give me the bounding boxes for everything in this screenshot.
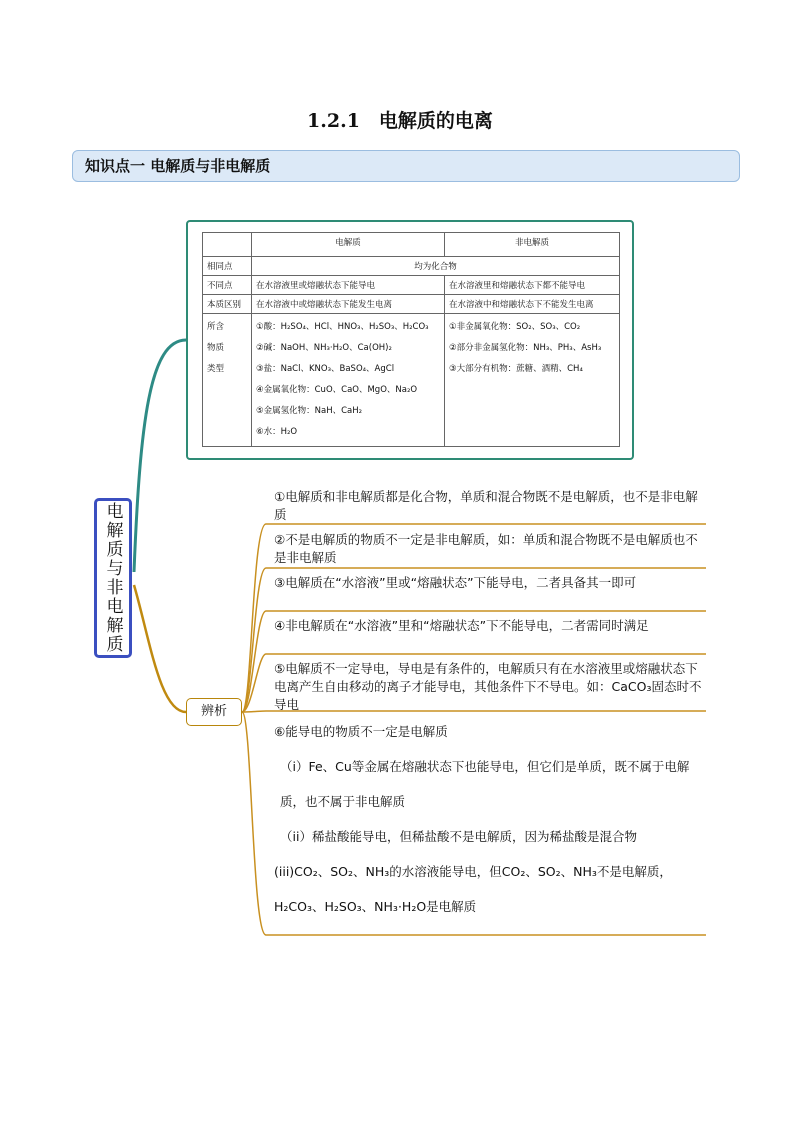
analysis-item-5: ⑤电解质不一定导电，导电是有条件的，电解质只有在水溶液里或熔融状态下电离产生自由移动的离子才能导电，其他条件下不导电。如：CaCO₃固态时不导电 <box>274 661 702 712</box>
item6-sub-ii: （ii）稀盐酸能导电，但稀盐酸不是电解质，因为稀盐酸是混合物 <box>280 829 637 844</box>
item6-head: ⑥能导电的物质不一定是电解质 <box>274 724 448 739</box>
list-item: ②碱：NaOH、NH₃·H₂O、Ca(OH)₂ <box>256 343 392 353</box>
page-title: 1.2.1 电解质的电离 <box>307 110 493 132</box>
table-header-row <box>203 233 620 257</box>
analysis-item-4: ④非电解质在“水溶液”里和“熔融状态”下不能导电，二者需同时满足 <box>274 618 649 633</box>
table-row <box>203 276 620 295</box>
cell-essence-non: 在水溶液中和熔融状态下不能发生电离 <box>445 295 620 314</box>
cell-same-value: 均为化合物 <box>252 257 620 276</box>
analysis-item-6 <box>274 714 702 924</box>
analysis-item-2: ②不是电解质的物质不一定是非电解质，如：单质和混合物既不是电解质也不是非电解质 <box>274 532 698 565</box>
types-label-line: 物质 <box>207 343 225 353</box>
row-label-diff: 不同点 <box>203 276 252 295</box>
list-item: ②部分非金属氢化物：NH₃、PH₃、AsH₃ <box>449 343 602 353</box>
bianxi-node: 辨析 <box>186 698 242 726</box>
table-row <box>203 295 620 314</box>
cell-essence-electrolyte: 在水溶液中或熔融状态下能发生电离 <box>252 295 445 314</box>
list-item: ⑤金属氢化物：NaH、CaH₂ <box>256 406 363 416</box>
table-row <box>203 257 620 276</box>
item6-sub-i: （i）Fe、Cu等金属在熔融状态下也能导电，但它们是单质，既不属于电解质，也不属于非电解质 <box>280 759 690 809</box>
mindmap-root-node <box>94 498 132 658</box>
cell-non-electrolyte-types <box>445 314 620 447</box>
row-label-same: 相同点 <box>203 257 252 276</box>
list-item: ③大部分有机物：蔗糖、酒精、CH₄ <box>449 364 583 374</box>
section-heading: 知识点一 电解质与非电解质 <box>72 150 740 182</box>
table-header-blank <box>203 233 252 257</box>
table-row <box>203 314 620 447</box>
table-header-electrolyte: 电解质 <box>252 233 445 257</box>
types-label-line: 类型 <box>207 364 225 374</box>
list-item: ③盐：NaCl、KNO₃、BaSO₄、AgCl <box>256 364 395 374</box>
row-label-types <box>203 314 252 447</box>
cell-diff-electrolyte: 在水溶液里或熔融状态下能导电 <box>252 276 445 295</box>
list-item: ①非金属氧化物：SO₂、SO₃、CO₂ <box>449 322 581 332</box>
root-node-label: 电解质与非电解质 <box>102 502 123 654</box>
analysis-item-1: ①电解质和非电解质都是化合物，单质和混合物既不是电解质，也不是非电解质 <box>274 489 698 522</box>
comparison-table <box>202 232 620 447</box>
list-item: ④金属氧化物：CuO、CaO、MgO、Na₂O <box>256 385 418 395</box>
list-item: ①酸：H₂SO₄、HCl、HNO₃、H₂SO₃、H₂CO₃ <box>256 322 429 332</box>
table-header-non-electrolyte: 非电解质 <box>445 233 620 257</box>
item6-sub-iii: (iii)CO₂、SO₂、NH₃的水溶液能导电，但CO₂、SO₂、NH₃不是电解质，H₂CO₃、H₂SO₃、NH₃·H₂O是电解质 <box>274 864 672 914</box>
types-label-line: 所含 <box>207 322 225 332</box>
row-label-essence: 本质区别 <box>203 295 252 314</box>
analysis-item-3: ③电解质在“水溶液”里或“熔融状态”下能导电，二者具备其一即可 <box>274 575 637 590</box>
cell-electrolyte-types <box>252 314 445 447</box>
comparison-table-card <box>186 220 634 460</box>
cell-diff-non: 在水溶液里和熔融状态下都不能导电 <box>445 276 620 295</box>
list-item: ⑥水：H₂O <box>256 427 298 437</box>
